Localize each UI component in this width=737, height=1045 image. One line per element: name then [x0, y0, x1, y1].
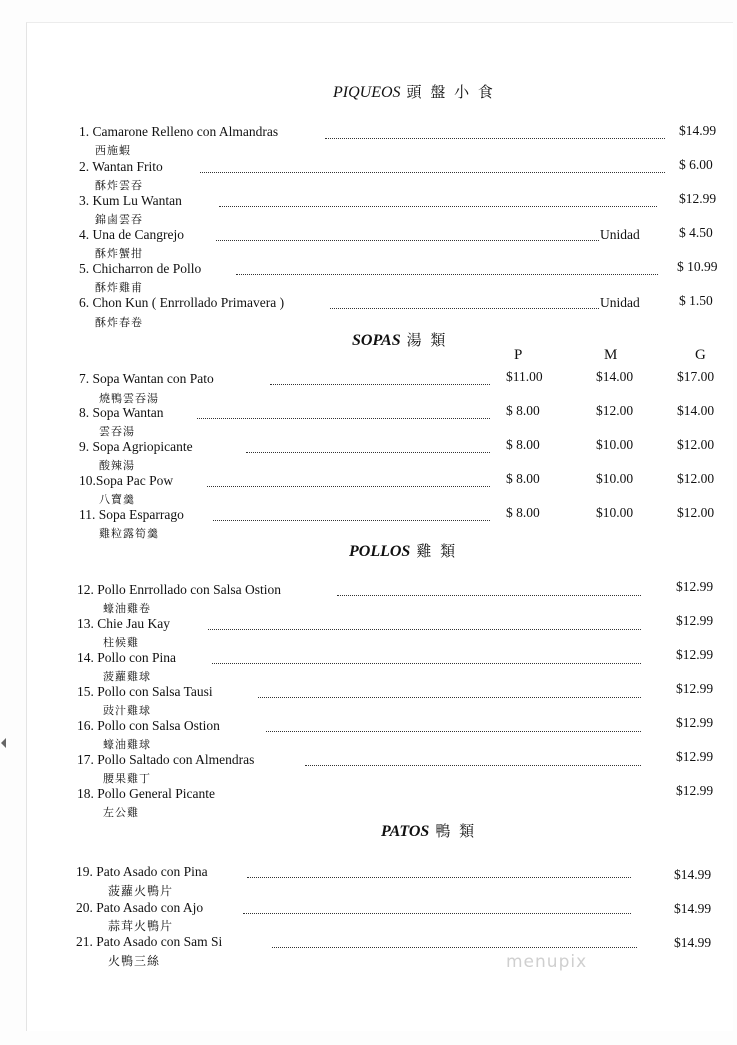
menu-item-name: 21. Pato Asado con Sam Si [76, 934, 223, 949]
dot-leader [258, 697, 641, 698]
menu-item-name: 2. Wantan Frito [79, 159, 163, 174]
menu-item-zh: 八寶羹 [99, 493, 135, 506]
menu-item-price: $ 1.50 [679, 293, 713, 308]
menu-item-name: 15. Pollo con Salsa Tausi [77, 684, 213, 699]
dot-leader [247, 877, 631, 878]
menu-item-unit: Unidad [600, 295, 640, 310]
menu-item-price: $14.99 [679, 123, 717, 138]
menu-item-zh: 錦鹵雲吞 [95, 213, 143, 226]
menu-item-price: $ 10.99 [677, 259, 718, 274]
menu-item-price: $12.99 [676, 681, 714, 696]
dot-leader [243, 913, 631, 914]
menu-item-zh: 酥炸雲吞 [95, 179, 143, 192]
watermark: menupix [506, 952, 588, 972]
section-title-patos [381, 820, 476, 841]
price-large: $12.00 [677, 505, 715, 520]
menu-item-zh: 菠蘿火鴨片 [108, 884, 174, 898]
menu-item-zh: 蒜茸火鴨片 [108, 919, 174, 933]
dot-leader [270, 384, 490, 385]
price-medium: $14.00 [596, 369, 634, 384]
menu-item-zh: 左公雞 [103, 806, 139, 819]
menu-item-zh: 腰果雞丁 [103, 772, 151, 785]
menu-item-name: 18. Pollo General Picante [77, 786, 215, 801]
menu-item-name: 12. Pollo Enrrollado con Salsa Ostion [77, 582, 281, 597]
price-small: $ 8.00 [506, 471, 540, 486]
dot-leader [213, 520, 490, 521]
menu-item-name: 14. Pollo con Pina [77, 650, 177, 665]
menu-item-zh: 燒鴨雲吞湯 [99, 392, 159, 405]
menu-item-name: 13. Chie Jau Kay [77, 616, 170, 631]
menu-item-zh: 西施蝦 [95, 144, 131, 157]
section-title-zh: 雞 類 [416, 542, 458, 560]
menu-item-zh: 菠蘿雞球 [103, 670, 151, 683]
menu-item-zh: 豉汁雞球 [103, 704, 151, 717]
menu-item-name: 8. Sopa Wantan [79, 405, 164, 420]
dot-leader [200, 172, 665, 173]
dot-leader [219, 206, 657, 207]
menu-item-name: 16. Pollo con Salsa Ostion [77, 718, 220, 733]
column-header-g: G [695, 347, 706, 363]
menu-item-price: $14.99 [674, 867, 712, 882]
section-title-text: POLLOS [349, 543, 411, 560]
price-small: $ 8.00 [506, 505, 540, 520]
menu-item-price: $12.99 [676, 579, 714, 594]
menu-item-name: 11. Sopa Esparrago [79, 507, 184, 522]
menu-item-zh: 酥炸春卷 [95, 316, 143, 329]
column-header-m: M [604, 347, 618, 363]
price-large: $12.00 [677, 437, 715, 452]
menu-item-price: $14.99 [674, 901, 712, 916]
menu-item-zh: 雲吞湯 [99, 425, 135, 438]
section-title-pollos [349, 540, 457, 561]
scan-mark [1, 738, 6, 748]
price-small: $ 8.00 [506, 403, 540, 418]
menu-item-price: $ 6.00 [679, 157, 713, 172]
menu-item-zh: 柱候雞 [103, 636, 139, 649]
dot-leader [337, 595, 641, 596]
price-small: $11.00 [506, 369, 543, 384]
menu-item-unit: Unidad [600, 227, 640, 242]
menu-item-price: $12.99 [676, 715, 714, 730]
menu-item-zh: 蠔油雞卷 [103, 602, 151, 615]
section-title-sopas [352, 329, 447, 350]
dot-leader [325, 138, 665, 139]
dot-leader [272, 947, 637, 948]
dot-leader [266, 731, 641, 732]
menu-item-price: $12.99 [679, 191, 717, 206]
menu-item-name: 9. Sopa Agriopicante [79, 439, 193, 454]
dot-leader [208, 629, 641, 630]
dot-leader [212, 663, 641, 664]
menu-item-name: 19. Pato Asado con Pina [76, 864, 208, 879]
menu-item-name: 10.Sopa Pac Pow [79, 473, 174, 488]
dot-leader [207, 486, 490, 487]
dot-leader [330, 308, 599, 309]
section-title-text: SOPAS [352, 332, 401, 349]
menu-item-name: 7. Sopa Wantan con Pato [79, 371, 214, 386]
menu-item-price: $12.99 [676, 613, 714, 628]
menu-item-zh: 火鴨三絲 [108, 954, 161, 968]
section-title-text: PIQUEOS [333, 84, 401, 101]
price-medium: $10.00 [596, 437, 634, 452]
price-small: $ 8.00 [506, 437, 540, 452]
price-medium: $10.00 [596, 505, 634, 520]
menu-item-price: $12.99 [676, 647, 714, 662]
menu-item-name: 3. Kum Lu Wantan [79, 193, 182, 208]
dot-leader [246, 452, 490, 453]
menu-item-price: $12.99 [676, 783, 714, 798]
price-large: $14.00 [677, 403, 715, 418]
section-title-text: PATOS [381, 823, 430, 840]
section-title-zh: 鴨 類 [435, 822, 477, 840]
menu-item-zh: 酥炸雞甫 [95, 281, 143, 294]
menu-item-name: 17. Pollo Saltado con Almendras [77, 752, 255, 767]
price-large: $12.00 [677, 471, 715, 486]
menu-item-name: 6. Chon Kun ( Enrrollado Primavera ) [79, 295, 285, 310]
dot-leader [216, 240, 599, 241]
menu-item-zh: 雞粒露筍羹 [99, 527, 159, 540]
menu-item-price: $ 4.50 [679, 225, 713, 240]
section-title-piqueos [333, 81, 495, 102]
menu-item-zh: 酥炸蟹拑 [95, 247, 143, 260]
menu-item-price: $12.99 [676, 749, 714, 764]
section-title-zh: 湯 類 [406, 331, 448, 349]
dot-leader [197, 418, 490, 419]
section-title-zh: 頭 盤 小 食 [406, 83, 495, 101]
dot-leader [236, 274, 658, 275]
menu-item-name: 5. Chicharron de Pollo [79, 261, 202, 276]
dot-leader [305, 765, 641, 766]
menu-item-name: 4. Una de Cangrejo [79, 227, 184, 242]
menu-item-name: 1. Camarone Relleno con Almandras [79, 124, 279, 139]
column-header-p: P [514, 347, 523, 363]
price-large: $17.00 [677, 369, 715, 384]
menu-item-price: $14.99 [674, 935, 712, 950]
menu-item-zh: 酸辣湯 [99, 459, 135, 472]
menu-item-zh: 蠔油雞球 [103, 738, 151, 751]
price-medium: $10.00 [596, 471, 634, 486]
menu-item-name: 20. Pato Asado con Ajo [76, 900, 204, 915]
price-medium: $12.00 [596, 403, 634, 418]
